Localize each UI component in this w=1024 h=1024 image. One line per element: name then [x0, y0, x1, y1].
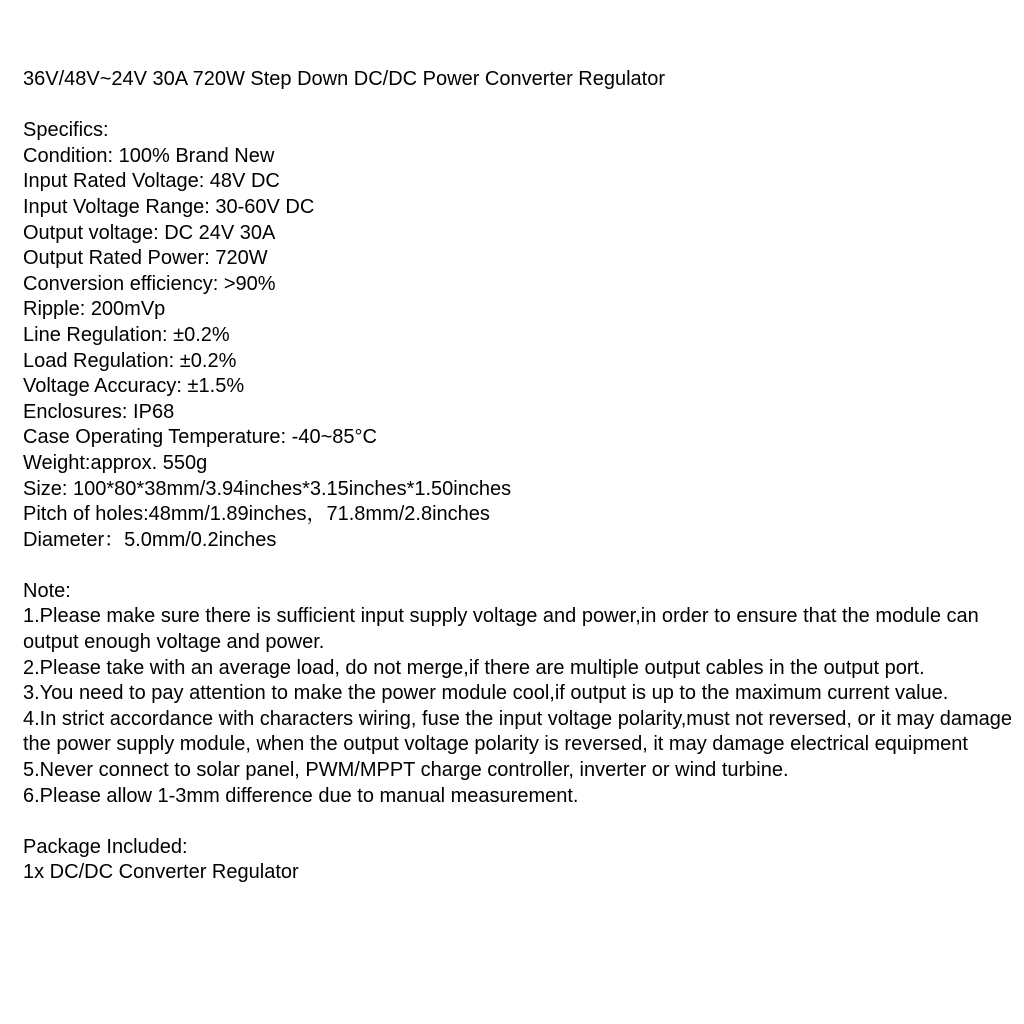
spec-item: Output Rated Power: 720W [23, 247, 268, 270]
note-item: 5.Never connect to solar panel, PWM/MPPT charge controller, inverter or wind turbine. [23, 759, 789, 782]
spec-item: Condition: 100% Brand New [23, 144, 275, 167]
specifics-section [23, 118, 1013, 553]
spec-item: Conversion efficiency: >90% [23, 272, 276, 295]
spec-item: Ripple: 200mVp [23, 298, 166, 321]
spec-item: Diameter：5.0mm/0.2inches [23, 528, 277, 551]
spec-item: Enclosures: IP68 [23, 400, 175, 423]
note-item: 3.You need to pay attention to make the power module cool,if output is up to the maximum current value. [23, 682, 949, 705]
spacer [23, 553, 1013, 579]
package-heading: Package Included: [23, 835, 188, 858]
note-item: 1.Please make sure there is sufficient input supply voltage and power,in order to ensure that the module can output enough voltage and power. [23, 605, 979, 654]
spec-item: Input Rated Voltage: 48V DC [23, 170, 280, 193]
spec-item: Load Regulation: ±0.2% [23, 349, 237, 372]
note-item: 4.In strict accordance with characters wiring, fuse the input voltage polarity,must not reversed, or it may damage the power supply module, when the output voltage polarity is reversed, it may damage electrical equipment [23, 707, 1012, 756]
spec-item: Case Operating Temperature: -40~85°C [23, 426, 377, 449]
specifics-heading: Specifics: [23, 119, 109, 142]
note-item: 6.Please allow 1-3mm difference due to manual measurement. [23, 784, 579, 807]
note-item: 2.Please take with an average load, do not merge,if there are multiple output cables in the output port. [23, 656, 925, 679]
spec-item: Voltage Accuracy: ±1.5% [23, 375, 245, 398]
spec-item: Pitch of holes:48mm/1.89inches，71.8mm/2.8inches [23, 503, 490, 526]
product-title: 36V/48V~24V 30A 720W Step Down DC/DC Power Converter Regulator [23, 68, 666, 90]
spec-item: Input Voltage Range: 30-60V DC [23, 195, 315, 218]
spacer [23, 809, 1013, 835]
product-description [23, 67, 1013, 886]
spacer [23, 93, 1013, 119]
package-section [23, 835, 1013, 886]
note-section [23, 579, 1013, 809]
spec-item: Size: 100*80*38mm/3.94inches*3.15inches*1.50inches [23, 477, 512, 500]
spec-item: Output voltage: DC 24V 30A [23, 221, 276, 244]
spec-item: Weight:approx. 550g [23, 451, 208, 474]
spec-item: Line Regulation: ±0.2% [23, 323, 230, 346]
package-item: 1x DC/DC Converter Regulator [23, 861, 299, 884]
note-heading: Note: [23, 579, 71, 602]
